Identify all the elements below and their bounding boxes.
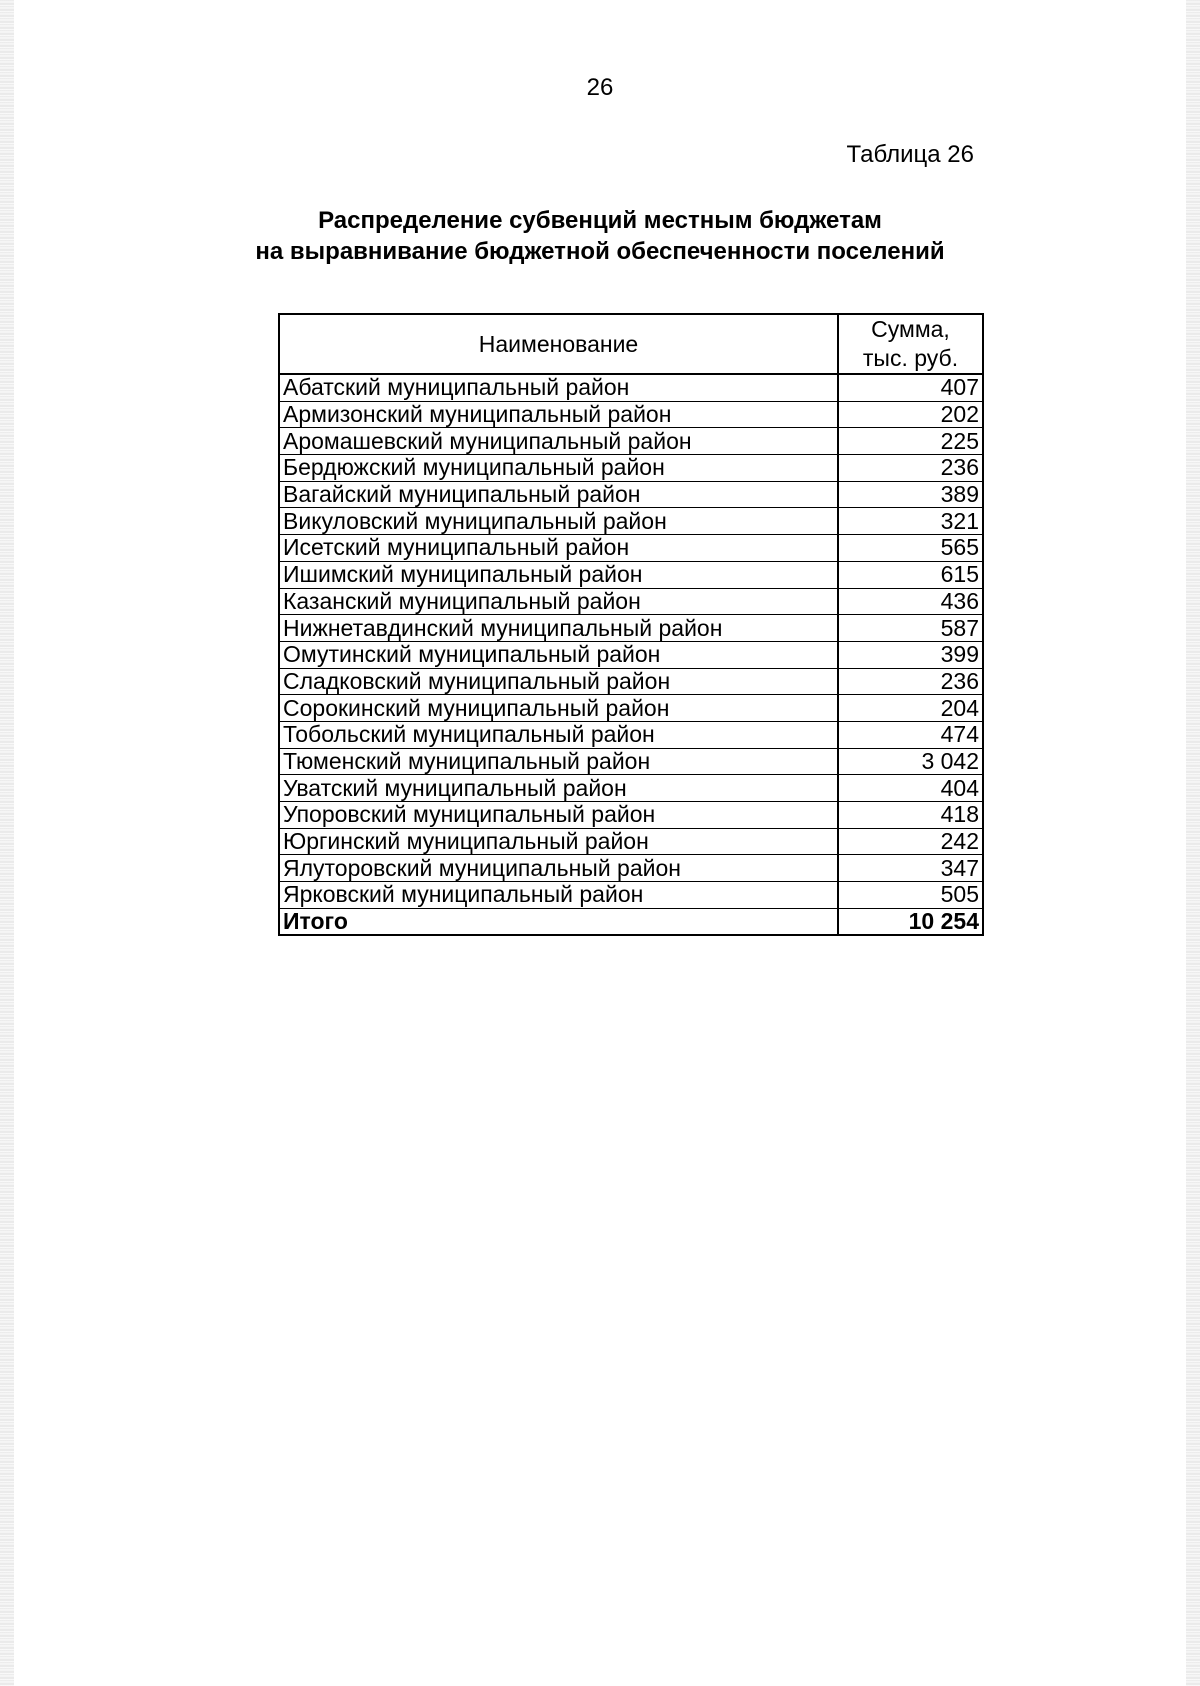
table-row <box>279 615 983 642</box>
table-title-line-1: Распределение субвенций местным бюджетам <box>318 207 882 234</box>
district-name: Уватский муниципальный район <box>279 775 838 802</box>
district-name: Тобольский муниципальный район <box>279 721 838 748</box>
table-row <box>279 721 983 748</box>
district-name: Ишимский муниципальный район <box>279 561 838 588</box>
district-name: Омутинский муниципальный район <box>279 641 838 668</box>
district-name: Викуловский муниципальный район <box>279 508 838 535</box>
header-sum <box>838 314 983 374</box>
total-sum: 10 254 <box>838 908 983 935</box>
table-header-row <box>279 314 983 374</box>
table-row <box>279 695 983 722</box>
table-row <box>279 561 983 588</box>
table-row <box>279 828 983 855</box>
table-title-line-2: на выравнивание бюджетной обеспеченности поселений <box>255 238 945 265</box>
district-sum: 565 <box>838 535 983 562</box>
district-sum: 321 <box>838 508 983 535</box>
district-sum: 399 <box>838 641 983 668</box>
table-caption: Таблица 26 <box>846 141 974 168</box>
table-row <box>279 668 983 695</box>
table-row <box>279 588 983 615</box>
table-row <box>279 428 983 455</box>
table-row <box>279 374 983 401</box>
district-sum: 236 <box>838 455 983 482</box>
district-name: Абатский муниципальный район <box>279 374 838 401</box>
table-row <box>279 748 983 775</box>
district-name: Армизонский муниципальный район <box>279 401 838 428</box>
district-sum: 242 <box>838 828 983 855</box>
subvention-table <box>278 313 984 936</box>
district-sum: 347 <box>838 855 983 882</box>
district-name: Сладковский муниципальный район <box>279 668 838 695</box>
district-sum: 404 <box>838 775 983 802</box>
district-sum: 204 <box>838 695 983 722</box>
table-row <box>279 775 983 802</box>
district-name: Аромашевский муниципальный район <box>279 428 838 455</box>
district-name: Ялуторовский муниципальный район <box>279 855 838 882</box>
district-name: Вагайский муниципальный район <box>279 481 838 508</box>
header-sum-line-1: Сумма, <box>871 316 950 342</box>
header-name: Наименование <box>279 314 838 374</box>
table-row <box>279 401 983 428</box>
district-sum: 3 042 <box>838 748 983 775</box>
table-row <box>279 882 983 909</box>
district-name: Тюменский муниципальный район <box>279 748 838 775</box>
district-name: Сорокинский муниципальный район <box>279 695 838 722</box>
table-row <box>279 641 983 668</box>
district-sum: 505 <box>838 882 983 909</box>
district-sum: 615 <box>838 561 983 588</box>
district-sum: 436 <box>838 588 983 615</box>
header-sum-line-2: тыс. руб. <box>862 345 959 371</box>
table-row <box>279 802 983 829</box>
district-name: Упоровский муниципальный район <box>279 802 838 829</box>
table-row <box>279 535 983 562</box>
district-sum: 389 <box>838 481 983 508</box>
table-row <box>279 481 983 508</box>
district-name: Нижнетавдинский муниципальный район <box>279 615 838 642</box>
district-sum: 587 <box>838 615 983 642</box>
table-row <box>279 855 983 882</box>
district-name: Казанский муниципальный район <box>279 588 838 615</box>
district-name: Юргинский муниципальный район <box>279 828 838 855</box>
district-sum: 225 <box>838 428 983 455</box>
district-name: Бердюжский муниципальный район <box>279 455 838 482</box>
district-sum: 407 <box>838 374 983 401</box>
table-row <box>279 455 983 482</box>
table-title <box>0 205 1200 267</box>
district-sum: 236 <box>838 668 983 695</box>
district-name: Ярковский муниципальный район <box>279 882 838 909</box>
table-row <box>279 508 983 535</box>
page-number: 26 <box>586 74 614 101</box>
total-row <box>279 908 983 935</box>
district-name: Исетский муниципальный район <box>279 535 838 562</box>
district-sum: 474 <box>838 721 983 748</box>
district-sum: 418 <box>838 802 983 829</box>
district-sum: 202 <box>838 401 983 428</box>
total-label: Итого <box>279 908 838 935</box>
